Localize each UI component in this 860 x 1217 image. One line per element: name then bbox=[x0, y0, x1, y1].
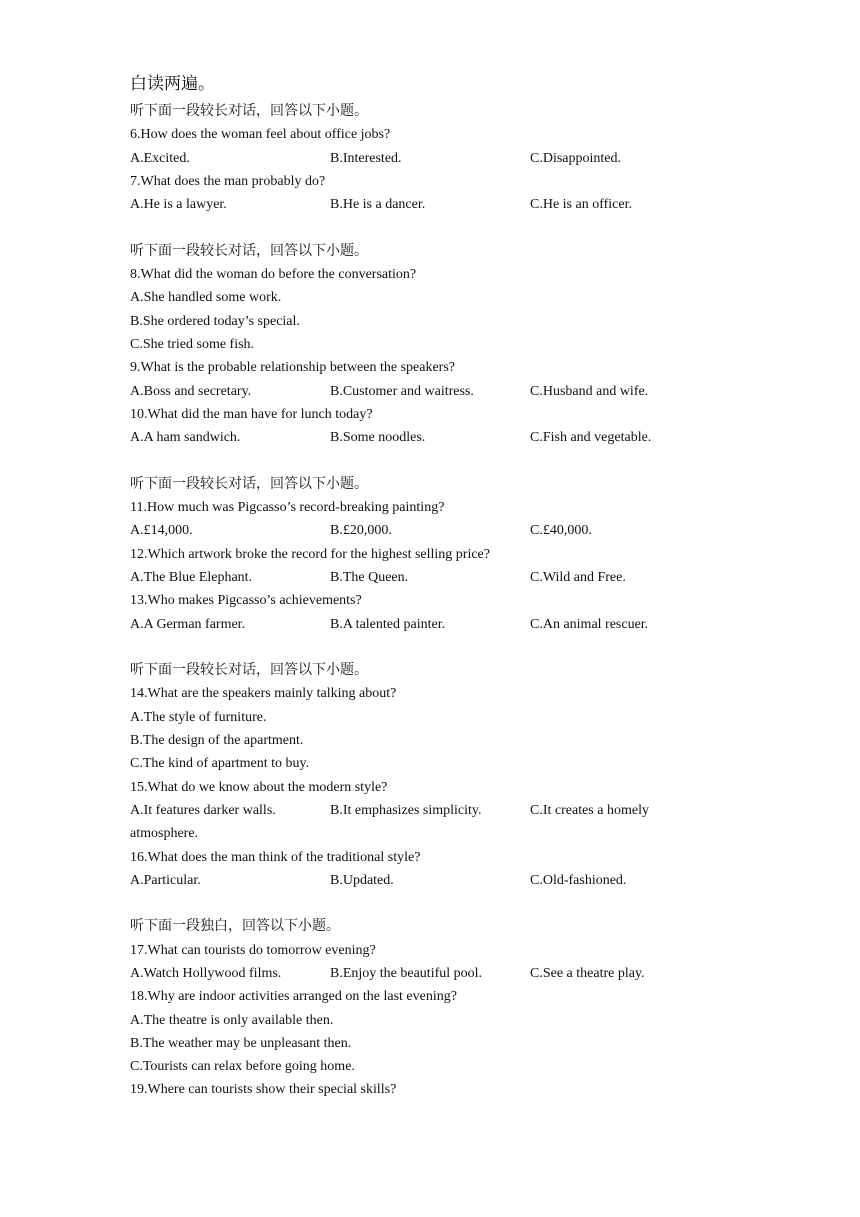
option-a: A.The style of furniture. bbox=[130, 709, 267, 725]
option-row bbox=[130, 380, 730, 403]
option-b: B.£20,000. bbox=[330, 523, 392, 539]
option-a: A.The Blue Elephant. bbox=[130, 569, 253, 585]
question-text: 6.How does the woman feel about office jobs? bbox=[130, 127, 391, 143]
option-a: A.£14,000. bbox=[130, 523, 193, 539]
option-a: A.Excited. bbox=[130, 150, 190, 166]
question-text: 10.What did the man have for lunch today? bbox=[130, 406, 373, 422]
option-continuation: atmosphere. bbox=[130, 826, 199, 842]
document-page bbox=[130, 70, 730, 1102]
question-text: 16.What does the man think of the traditional style? bbox=[130, 849, 421, 865]
question-text: 15.What do we know about the modern style? bbox=[130, 779, 388, 795]
option-a: A.A German farmer. bbox=[130, 616, 246, 632]
option-b: B.Enjoy the beautiful pool. bbox=[330, 965, 483, 981]
question-text: 18.Why are indoor activities arranged on the last evening? bbox=[130, 989, 457, 1005]
option-b: B.Updated. bbox=[330, 872, 394, 888]
option-c: C.Fish and vegetable. bbox=[530, 430, 652, 446]
option-b: B.The design of the apartment. bbox=[130, 733, 304, 749]
option-c: C.It creates a homely bbox=[530, 802, 649, 818]
option-a: A.Particular. bbox=[130, 872, 201, 888]
section-spacer bbox=[130, 636, 730, 659]
section-spacer bbox=[130, 216, 730, 239]
question-text: 13.Who makes Pigcasso’s achievements? bbox=[130, 593, 362, 609]
option-b: B.She ordered today’s special. bbox=[130, 313, 300, 329]
question-text: 12.Which artwork broke the record for the highest selling price? bbox=[130, 546, 490, 562]
option-b: B.The Queen. bbox=[330, 569, 409, 585]
option-row bbox=[130, 962, 730, 985]
option-row bbox=[130, 566, 730, 589]
question-text: 11.How much was Pigcasso’s record-breaking painting? bbox=[130, 500, 445, 516]
option-a: A.He is a lawyer. bbox=[130, 197, 227, 213]
option-c: C.Tourists can relax before going home. bbox=[130, 1059, 355, 1075]
section-spacer bbox=[130, 449, 730, 472]
option-c: C.He is an officer. bbox=[530, 197, 632, 213]
option-row bbox=[130, 869, 730, 892]
section bbox=[130, 100, 730, 216]
option-b: B.A talented painter. bbox=[330, 616, 446, 632]
question-text: 9.What is the probable relationship between the speakers? bbox=[130, 360, 455, 376]
option-b: B.It emphasizes simplicity. bbox=[330, 802, 482, 818]
section-heading: 听下面一段较长对话，回答以下小题。 bbox=[130, 663, 368, 679]
option-c: C.An animal rescuer. bbox=[530, 616, 649, 632]
question-text: 17.What can tourists do tomorrow evening? bbox=[130, 942, 376, 958]
option-row bbox=[130, 799, 730, 822]
option-c: C.See a theatre play. bbox=[530, 965, 645, 981]
option-c: C.Wild and Free. bbox=[530, 569, 626, 585]
option-b: B.Interested. bbox=[330, 150, 402, 166]
question-text: 19.Where can tourists show their special skills? bbox=[130, 1082, 397, 1098]
section bbox=[130, 240, 730, 450]
section-spacer bbox=[130, 892, 730, 915]
option-a: A.The theatre is only available then. bbox=[130, 1012, 334, 1028]
option-a: A.Boss and secretary. bbox=[130, 383, 252, 399]
question-text: 7.What does the man probably do? bbox=[130, 173, 326, 189]
section bbox=[130, 473, 730, 636]
option-row bbox=[130, 519, 730, 542]
option-row bbox=[130, 193, 730, 216]
section-heading: 听下面一段较长对话，回答以下小题。 bbox=[130, 243, 368, 259]
section-heading: 听下面一段独白，回答以下小题。 bbox=[130, 919, 340, 935]
option-b: B.The weather may be unpleasant then. bbox=[130, 1035, 352, 1051]
option-b: B.Some noodles. bbox=[330, 430, 426, 446]
option-c: C.She tried some fish. bbox=[130, 336, 255, 352]
option-c: C.Husband and wife. bbox=[530, 383, 649, 399]
option-b: B.He is a dancer. bbox=[330, 197, 426, 213]
option-c: C.Old-fashioned. bbox=[530, 872, 627, 888]
intro-text: 白读两遍。 bbox=[130, 74, 215, 93]
option-row bbox=[130, 426, 730, 449]
option-a: A.It features darker walls. bbox=[130, 802, 276, 818]
option-c: C.£40,000. bbox=[530, 523, 592, 539]
option-row bbox=[130, 147, 730, 170]
question-text: 8.What did the woman do before the conversation? bbox=[130, 267, 417, 283]
section bbox=[130, 915, 730, 1101]
section-heading: 听下面一段较长对话，回答以下小题。 bbox=[130, 476, 368, 492]
option-c: C.Disappointed. bbox=[530, 150, 621, 166]
option-b: B.Customer and waitress. bbox=[330, 383, 474, 399]
option-row bbox=[130, 613, 730, 636]
option-a: A.Watch Hollywood films. bbox=[130, 965, 282, 981]
option-a: A.A ham sandwich. bbox=[130, 430, 241, 446]
section bbox=[130, 659, 730, 892]
question-text: 14.What are the speakers mainly talking about? bbox=[130, 686, 397, 702]
option-a: A.She handled some work. bbox=[130, 290, 282, 306]
section-heading: 听下面一段较长对话，回答以下小题。 bbox=[130, 104, 368, 119]
option-c: C.The kind of apartment to buy. bbox=[130, 756, 310, 772]
